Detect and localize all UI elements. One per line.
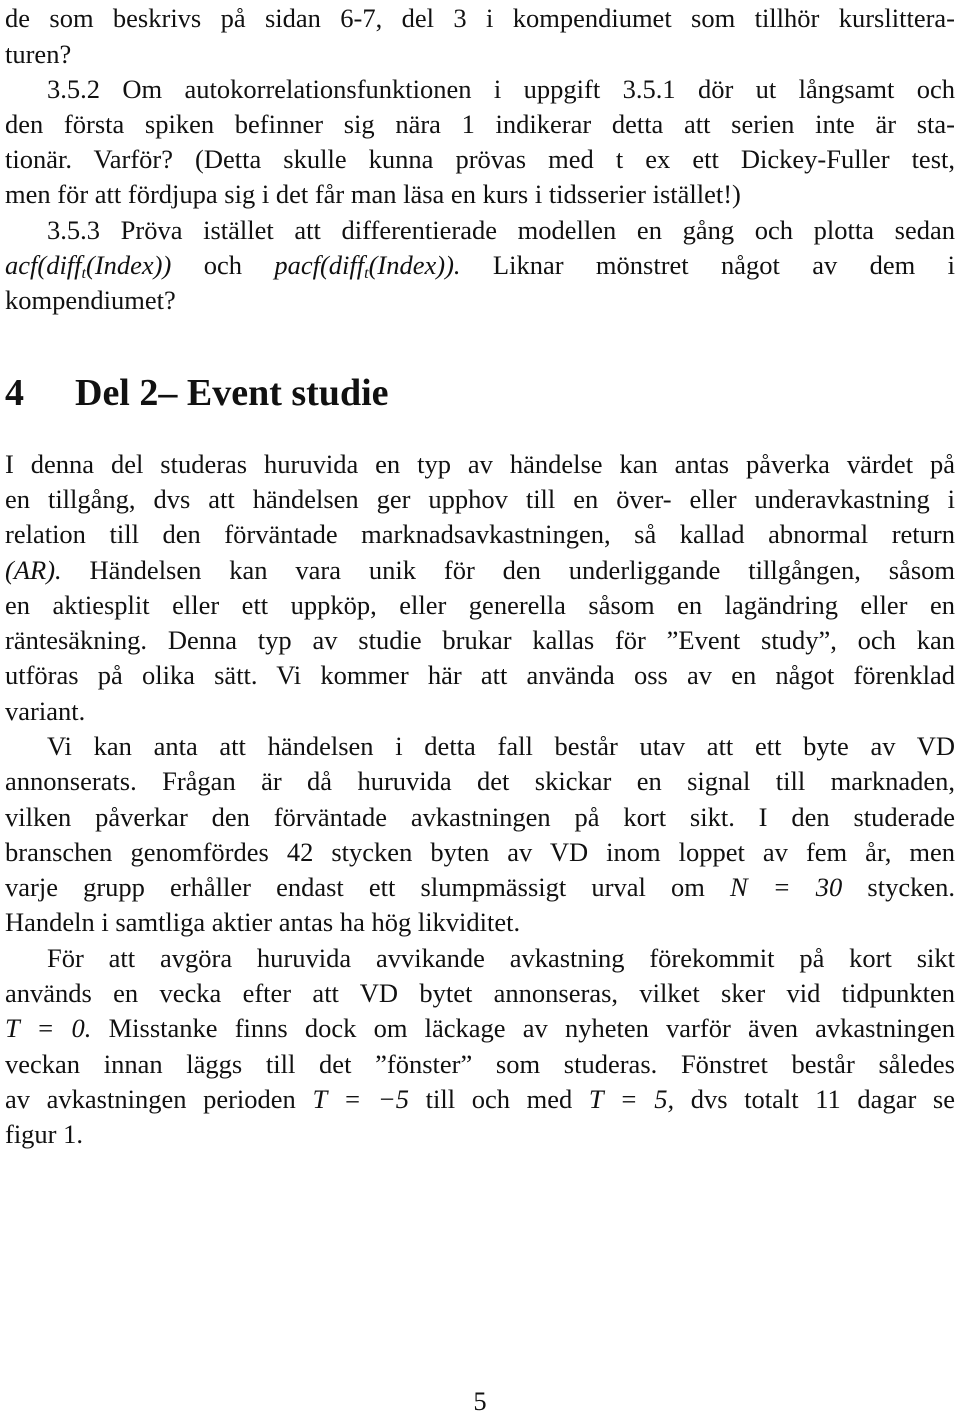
text-line-math: av avkastningen perioden T = −5 till och med T = 5, dvs totalt 11 dagar se [5, 1084, 955, 1114]
text-line-math: acf(diff$_t$(Index)) och pacf(diff$_t$(Index)). Liknar mönstret något av dem i [5, 250, 956, 282]
text-line-math: (AR). Händelsen kan vara unik för den underliggande tillgången, såsom [5, 555, 955, 585]
text-line: Handeln i samtliga aktier antas ha hög likviditet. [5, 907, 521, 937]
text-line: den första spiken befinner sig nära 1 indikerar detta att serien inte är sta- [5, 109, 955, 139]
text-line: För att avgöra huruvida avvikande avkastning förekommit på kort sikt [47, 943, 955, 973]
text-line: variant. [5, 696, 86, 726]
text-line: används en vecka efter att VD bytet annonseras, vilket sker vid tidpunkten [5, 978, 955, 1008]
text-line: vilken påverkar den förväntade avkastningen på kort sikt. I den studerade [5, 802, 955, 832]
text-line-math: varje grupp erhåller endast ett slumpmässigt urval om N = 30 stycken. [5, 872, 955, 902]
text-line: relation till den förväntade marknadsavkastningen, så kallad abnormal return [5, 519, 955, 549]
text-line: veckan innan läggs till det ”fönster” som studeras. Fönstret består således [5, 1049, 955, 1079]
text-line: de som beskrivs på sidan 6-7, del 3 i kompendiumet som tillhör kurslittera- [5, 3, 955, 33]
text-line: men för att fördjupa sig i det får man läsa en kurs i tidsserier istället!) [5, 179, 741, 209]
text-line: en aktiesplit eller ett uppköp, eller generella såsom en lagändring eller en [5, 590, 955, 620]
page-number: 5 [473, 1386, 487, 1416]
text-line: Vi kan anta att händelsen i detta fall består utav att ett byte av VD [47, 731, 955, 761]
text-line: tionär. Varför? (Detta skulle kunna prövas med t ex ett Dickey-Fuller test, [5, 144, 955, 174]
math-n: N = 30 [729, 872, 843, 902]
pacf-expression: pacf(diff$_t$(Index)). [274, 250, 461, 282]
section-heading [5, 370, 389, 416]
section-title: Del 2– Event studie [75, 372, 389, 414]
text-line: kompendiumet? [5, 285, 176, 315]
math-ar: (AR). [5, 555, 62, 585]
math-t0: T = 0. [5, 1013, 92, 1043]
text-line: turen? [5, 39, 72, 69]
text-line: utföras på olika sätt. Vi kommer här att använda oss av en något förenklad [5, 660, 955, 690]
text-line: I denna del studeras huruvida en typ av händelse kan antas påverka värdet på [5, 449, 955, 479]
acf-expression: acf(diff$_t$(Index)) [5, 250, 172, 282]
text-line: 3.5.2 Om autokorrelationsfunktionen i uppgift 3.5.1 dör ut långsamt och [47, 74, 955, 104]
math-t5: T = 5, [588, 1084, 675, 1114]
text-line: en tillgång, dvs att händelsen ger upphov till en över- eller underavkastning i [5, 484, 955, 514]
math-t-minus5: T = −5 [312, 1084, 409, 1114]
connector-text: och [171, 250, 275, 280]
section-number: 4 [5, 372, 24, 414]
text-line: räntesäkning. Denna typ av studie brukar kallas för ”Event study”, och kan [5, 625, 955, 655]
text-line-math: T = 0. Misstanke finns dock om läckage av nyheten varför även avkastningen [5, 1013, 955, 1043]
text-line: figur 1. [5, 1119, 84, 1149]
text-line: annonserats. Frågan är då huruvida det skickar en signal till marknaden, [5, 766, 955, 796]
text-line: 3.5.3 Pröva istället att differentierade modellen en gång och plotta sedan [47, 215, 955, 245]
text-line: branschen genomfördes 42 stycken byten av VD inom loppet av fem år, men [5, 837, 955, 867]
